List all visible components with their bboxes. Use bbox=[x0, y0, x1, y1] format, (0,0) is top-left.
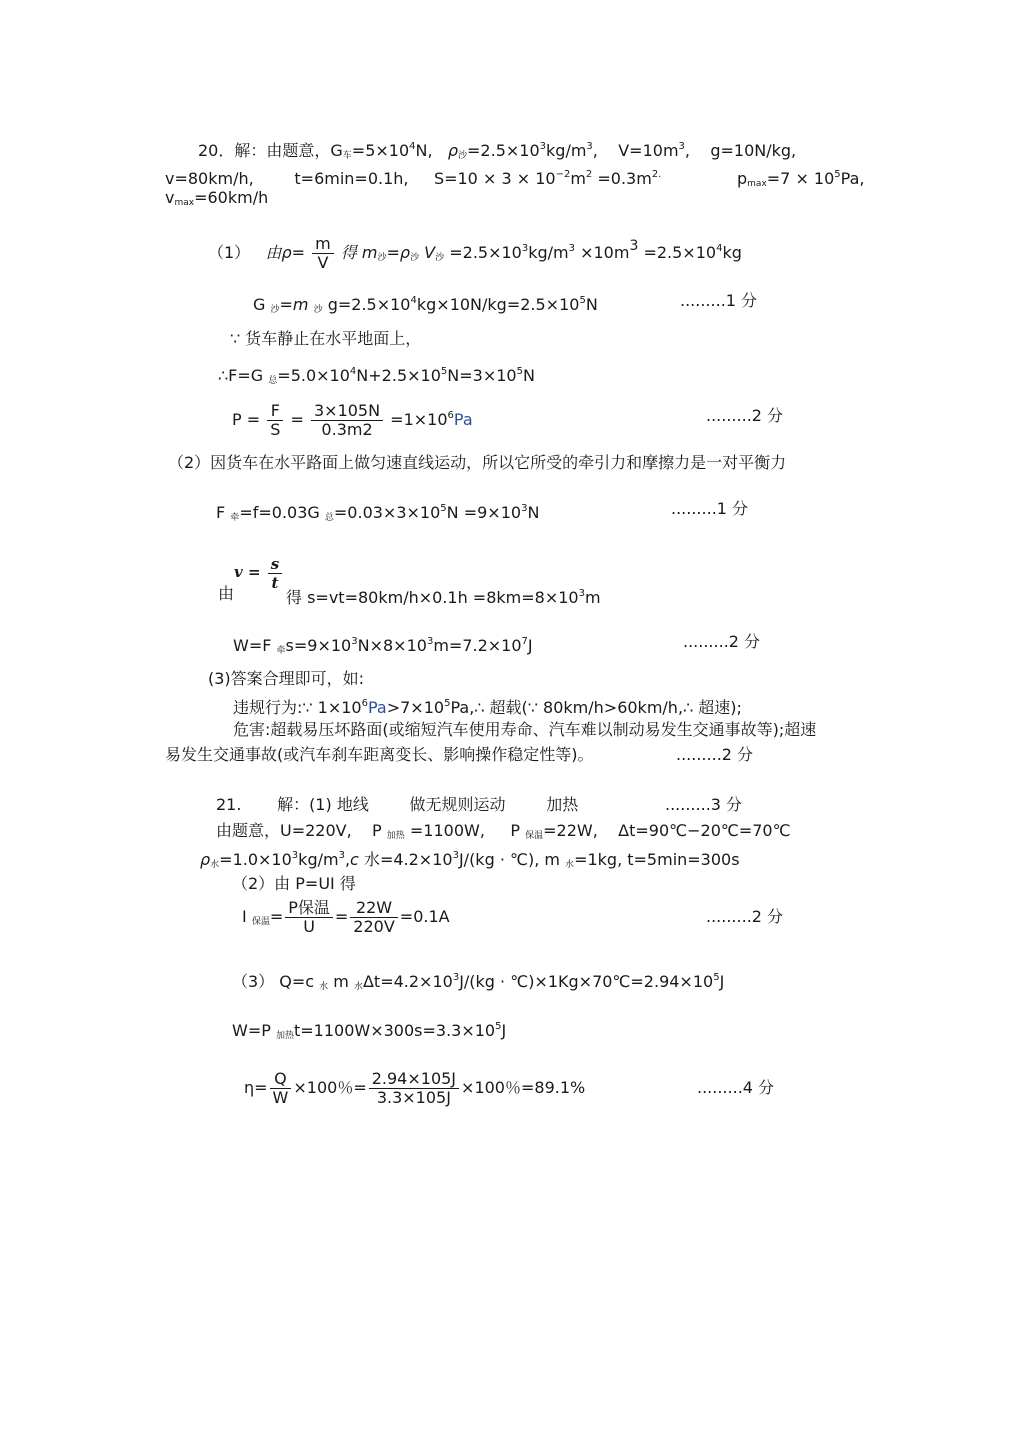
q20-score-3: .........1 分 bbox=[671, 499, 749, 518]
q20-sand-weight: G $_沙$=m $_沙$ $g=2.5\times 10^4kg\times 10N/kg=2.5\times 10^5N$ bbox=[253, 295, 598, 315]
q20-violation-line: 违规行为:∵ $1\times 10^6Pa>7\times 10^5Pa,\therefore$ 超载(∵ 80km/h>60km/h,∴ 超速); bbox=[233, 698, 742, 717]
q20-score-1: .........1 分 bbox=[680, 291, 758, 310]
q20-vmax: $v_{max}=60km/h$ bbox=[165, 188, 269, 208]
q20-pressure-line: P = $\frac{F}{S}$ = $\frac{3\times 105N}{0.3m2}$ $=1\times 10^6Pa$ bbox=[232, 401, 473, 439]
q21-part2-heading: （2）由 P=UI 得 bbox=[232, 874, 356, 893]
q20-because-line: ∵ 货车静止在水平地面上， bbox=[230, 329, 422, 348]
q20-score-4: .........2 分 bbox=[683, 632, 761, 651]
q21-current-line: I $_{保温}$= $\frac{\text{P保温}}{U}$ = $\frac{22W}{220V}$ =0.1A bbox=[242, 898, 450, 936]
q21-header: 21. 解：(1) 地线 做无规则运动 加热 bbox=[216, 795, 579, 814]
q20-distance-line: 得 $s=vt=80km/h\times 0.1h =8km=8\times 10^3m$ bbox=[286, 588, 601, 607]
q21-score-3: .........4 分 bbox=[697, 1078, 775, 1097]
q20-given-line1: 20．解：由题意，$G_车=5\times 10^4N$, $\rho_沙=2.5\times 10^3kg/m^3$, $V=10m^3$, g=10N/kg, bbox=[198, 141, 797, 161]
q20-harm-line1: 危害:超载易压坏路面(或缩短汽车使用寿命、汽车难以制动易发生交通事故等);超速 bbox=[233, 720, 817, 739]
q21-given-line1: 由题意，U=220V, P $_{加热}$ =1100W, P $_{保温}$=22W, Δt=90℃−20℃=70℃ bbox=[216, 821, 791, 841]
q21-score-2: .........2 分 bbox=[706, 907, 784, 926]
q20-part2-heading: （2）因货车在水平路面上做匀速直线运动，所以它所受的牵引力和摩擦力是一对平衡力 bbox=[168, 453, 787, 472]
q21-work-line: W=P $_{加热}t=1100W\times 300s=3.3\times 10^5J$ bbox=[232, 1021, 507, 1041]
q20-density-fraction: $\frac{m}{V}$ bbox=[312, 235, 334, 272]
q21-score-1: .........3 分 bbox=[665, 795, 743, 814]
q20-you-label: 由 bbox=[218, 584, 235, 603]
q21-current-fraction-values: $\frac{22W}{220V}$ bbox=[350, 899, 397, 936]
q21-efficiency-fraction-qw: $\frac{Q}{W}$ bbox=[270, 1070, 292, 1107]
q21-current-fraction-pu: $\frac{\text{P保温}}{U}$ bbox=[285, 899, 333, 936]
q20-harm-line2: 易发生交通事故(或汽车刹车距离变长、影响操作稳定性等)。 bbox=[165, 745, 594, 764]
q20-force-line: ∴F=G $_总=5.0\times 10^4N+2.5\times 10^5N=3\times 10^5N$ bbox=[218, 366, 535, 386]
q20-part1-density: （1） 由ρ= $\frac{m}{V}$ 得 $m_沙=\rho_沙$ $V_沙 =2.5\times 10^3kg/m^3 \times 10m3 =2.5\times 10^4kg$ bbox=[208, 234, 742, 272]
q20-given-line2: v=80km/h, t=6min=0.1h, $S=10 \times 3 \times 10^{-2}m^2 =0.3m^{2.}$ bbox=[165, 169, 662, 188]
q20-work-line: W=F $_牵s=9\times 10^3N\times 8\times 10^3m=7.2\times 10^7J$ bbox=[233, 636, 533, 656]
q20-pmax: $p_{max}=7 \times 10^5Pa$, bbox=[737, 169, 865, 189]
q20-velocity-formula: v = $\frac{s}{t}$ bbox=[234, 552, 284, 592]
q21-efficiency-fraction-values: $\frac{2.94\times 105J}{3.3\times 105J}$ bbox=[369, 1070, 459, 1107]
q20-velocity-fraction: $\frac{s}{t}$ bbox=[268, 555, 282, 592]
q21-heat-line: （3） Q=c $_水$ m $_水\Delta t=4.2\times 10^3J/(kg$ · $℃)\times 1Kg\times 70℃=2.94\times 10^5J$ bbox=[232, 972, 725, 992]
q21-efficiency-line: η= $\frac{Q}{W}$ ×100％= $\frac{2.94\times 105J}{3.3\times 105J}$ ×100％=89.1% bbox=[244, 1069, 586, 1107]
q20-score-5: .........2 分 bbox=[676, 745, 754, 764]
q20-part3-heading: (3)答案合理即可，如: bbox=[208, 669, 365, 688]
q20-traction-line: F $_牵$=f=0.03G $_总=0.03\times 3\times 10^5N =9\times 10^3N$ bbox=[216, 503, 540, 523]
q20-score-2: .........2 分 bbox=[706, 406, 784, 425]
q21-given-line2: $\rho_水=1.0\times 10^3kg/m^3,c$ 水$=4.2\times 10^3J/(kg$ · ℃), m $_水$=1kg, t=5min=300s bbox=[200, 850, 740, 870]
q20-pressure-fraction-fs: $\frac{F}{S}$ bbox=[267, 402, 283, 439]
q20-pressure-fraction-values: $\frac{3\times 105N}{0.3m2}$ bbox=[311, 402, 383, 439]
